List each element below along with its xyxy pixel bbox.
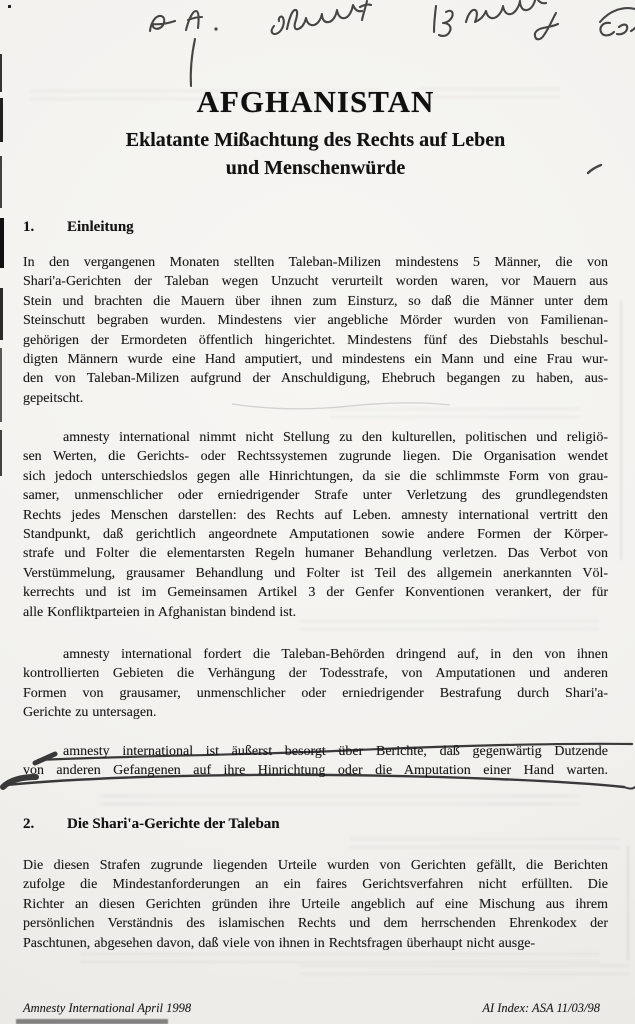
paragraph-introduction-4-underlined: [23, 742, 608, 781]
text-line: Standpunkt, daß gerichtlich angeordnete Amputationen sowie andere Formen der Körper-: [23, 527, 608, 543]
bleedthrough-smudge: [100, 795, 580, 807]
text-line: Paschtunen, abgesehen davon, daß viele von ihnen in Rechtsfragen überhaupt nicht ausge-: [23, 935, 536, 951]
footer-ai-index: AI Index: ASA 11/03/98: [482, 1001, 600, 1015]
document-subtitle: [23, 126, 608, 182]
text-line: gepeitscht.: [23, 390, 84, 406]
text-line: von anderen Gefangenen auf ihre Hinrichtung oder die Amputation einer Hand warten.: [23, 763, 608, 779]
scan-streak: [627, 845, 629, 960]
paragraph-section2-1: [23, 856, 608, 953]
text-line: Shari'a-Gerichten der Taleban wegen Unzucht verurteilt worden waren, vor Mauern aus: [23, 274, 608, 290]
scan-edge-shadow: [16, 1019, 168, 1024]
bleedthrough-smudge: [300, 965, 630, 975]
text-line: amnesty international nimmt nicht Stellung zu den kulturellen, politischen und religiö-: [63, 430, 608, 445]
section-heading-1: [23, 219, 608, 236]
section-number: 2.: [23, 816, 35, 832]
text-line: sen Werten, die Gerichts- oder Rechtssystemen zugrunde liegen. Die Organisation wendet: [23, 449, 608, 465]
text-line: Verstümmelung, grausamer Behandlung und Folter ist Teil des allgemein anerkannten Völ-: [23, 565, 608, 581]
section-number: 1.: [23, 219, 35, 235]
bleedthrough-smudge: [330, 408, 580, 422]
text-line: alle Konfliktparteien in Afghanistan bindend ist.: [23, 604, 297, 620]
bleedthrough-smudge: [80, 953, 600, 965]
text-line: samer, unmenschlicher oder erniedrigender Strafe unter Verletzung des grundlegendsten: [23, 488, 608, 504]
paragraph-introduction-3: [23, 645, 608, 723]
text-line: Gerichte zu untersagen.: [23, 705, 157, 721]
scan-streak: [620, 300, 622, 560]
text-line: sich jedoch unterschiedslos gegen alle Hinrichtungen, da sie die schlimmste Form von grau-: [23, 468, 608, 484]
text-line: Richter an diesen Gerichten gründen ihre Urteile angeblich auf eine Mischung aus ihrem: [23, 896, 608, 912]
section-title: Einleitung: [67, 219, 134, 235]
bleedthrough-smudge: [300, 620, 600, 634]
page-footer: [23, 1001, 600, 1016]
text-line: persönlichen Verständnis des islamischen Rechts und dem herrschenden Ehrenkodex der: [23, 916, 608, 932]
text-line: Die diesen Strafen zugrunde liegenden Urteile wurden von Gerichten gefällt, die Berichten: [23, 858, 608, 873]
text-line: Rechts jedes Menschen darstellen: des Rechts auf Leben. amnesty international vertritt den: [23, 507, 608, 523]
section-heading-2: [23, 816, 608, 833]
subtitle-line-1: Eklatante Mißachtung des Rechts auf Leben: [125, 129, 506, 151]
text-line: amnesty international ist äußerst besorgt über Berichte, daß gegenwärtig Dutzende: [63, 744, 608, 759]
text-line: strafe und Folter die elementarsten Regeln humaner Behandlung verletzen. Das Verbot von: [23, 546, 608, 562]
text-line: kerrechts und ist im Gemeinsamen Artikel 3 der Genfer Konventionen verankert, der für: [23, 585, 608, 601]
paragraph-introduction-1: [23, 253, 608, 408]
document-title: AFGHANISTAN: [196, 84, 435, 119]
text-line: digten Männern wurde eine Hand amputiert, und mindestens ein Mann und eine Frau wur-: [23, 352, 608, 368]
text-line: Steinschutt begraben wurden. Mindestens vier angebliche Mörder wurden von Familienan-: [23, 313, 608, 329]
text-line: amnesty international fordert die Taleban-Behörden dringend auf, in den von ihnen: [63, 647, 608, 662]
text-line: kontrollierten Gebieten die Verhängung der Todesstrafe, von Amputationen und anderen: [23, 666, 608, 682]
paragraph-introduction-2: [23, 428, 608, 622]
subtitle-line-2: und Menschenwürde: [225, 157, 406, 179]
bleedthrough-smudge: [350, 838, 620, 850]
section-title: Die Shari'a-Gerichte der Taleban: [67, 816, 280, 832]
text-line: Stein und brachten die Mauern über ihnen zum Einsturz, so daß die Männer unter dem: [23, 293, 608, 309]
text-line: gehörigen der Ermordeten öffentlich hingerichtet. Mindestens fünf des Diebstahls beschul-: [23, 332, 608, 348]
text-line: In den vergangenen Monaten stellten Taleban-Milizen mindestens 5 Männer, die von: [23, 255, 608, 270]
footer-publisher-date: Amnesty International April 1998: [23, 1001, 192, 1015]
text-line: Formen von grausamer, unmenschlicher oder erniedrigender Bestrafung durch Shari'a-: [23, 685, 608, 701]
text-line: zufolge die Mindestanforderungen an ein faires Gerichtsverfahren nicht erfüllten. Die: [23, 877, 608, 893]
text-line: den von Taleban-Milizen aufgrund der Anschuldigung, Ehebruch begangen zu haben, aus-: [23, 371, 608, 387]
